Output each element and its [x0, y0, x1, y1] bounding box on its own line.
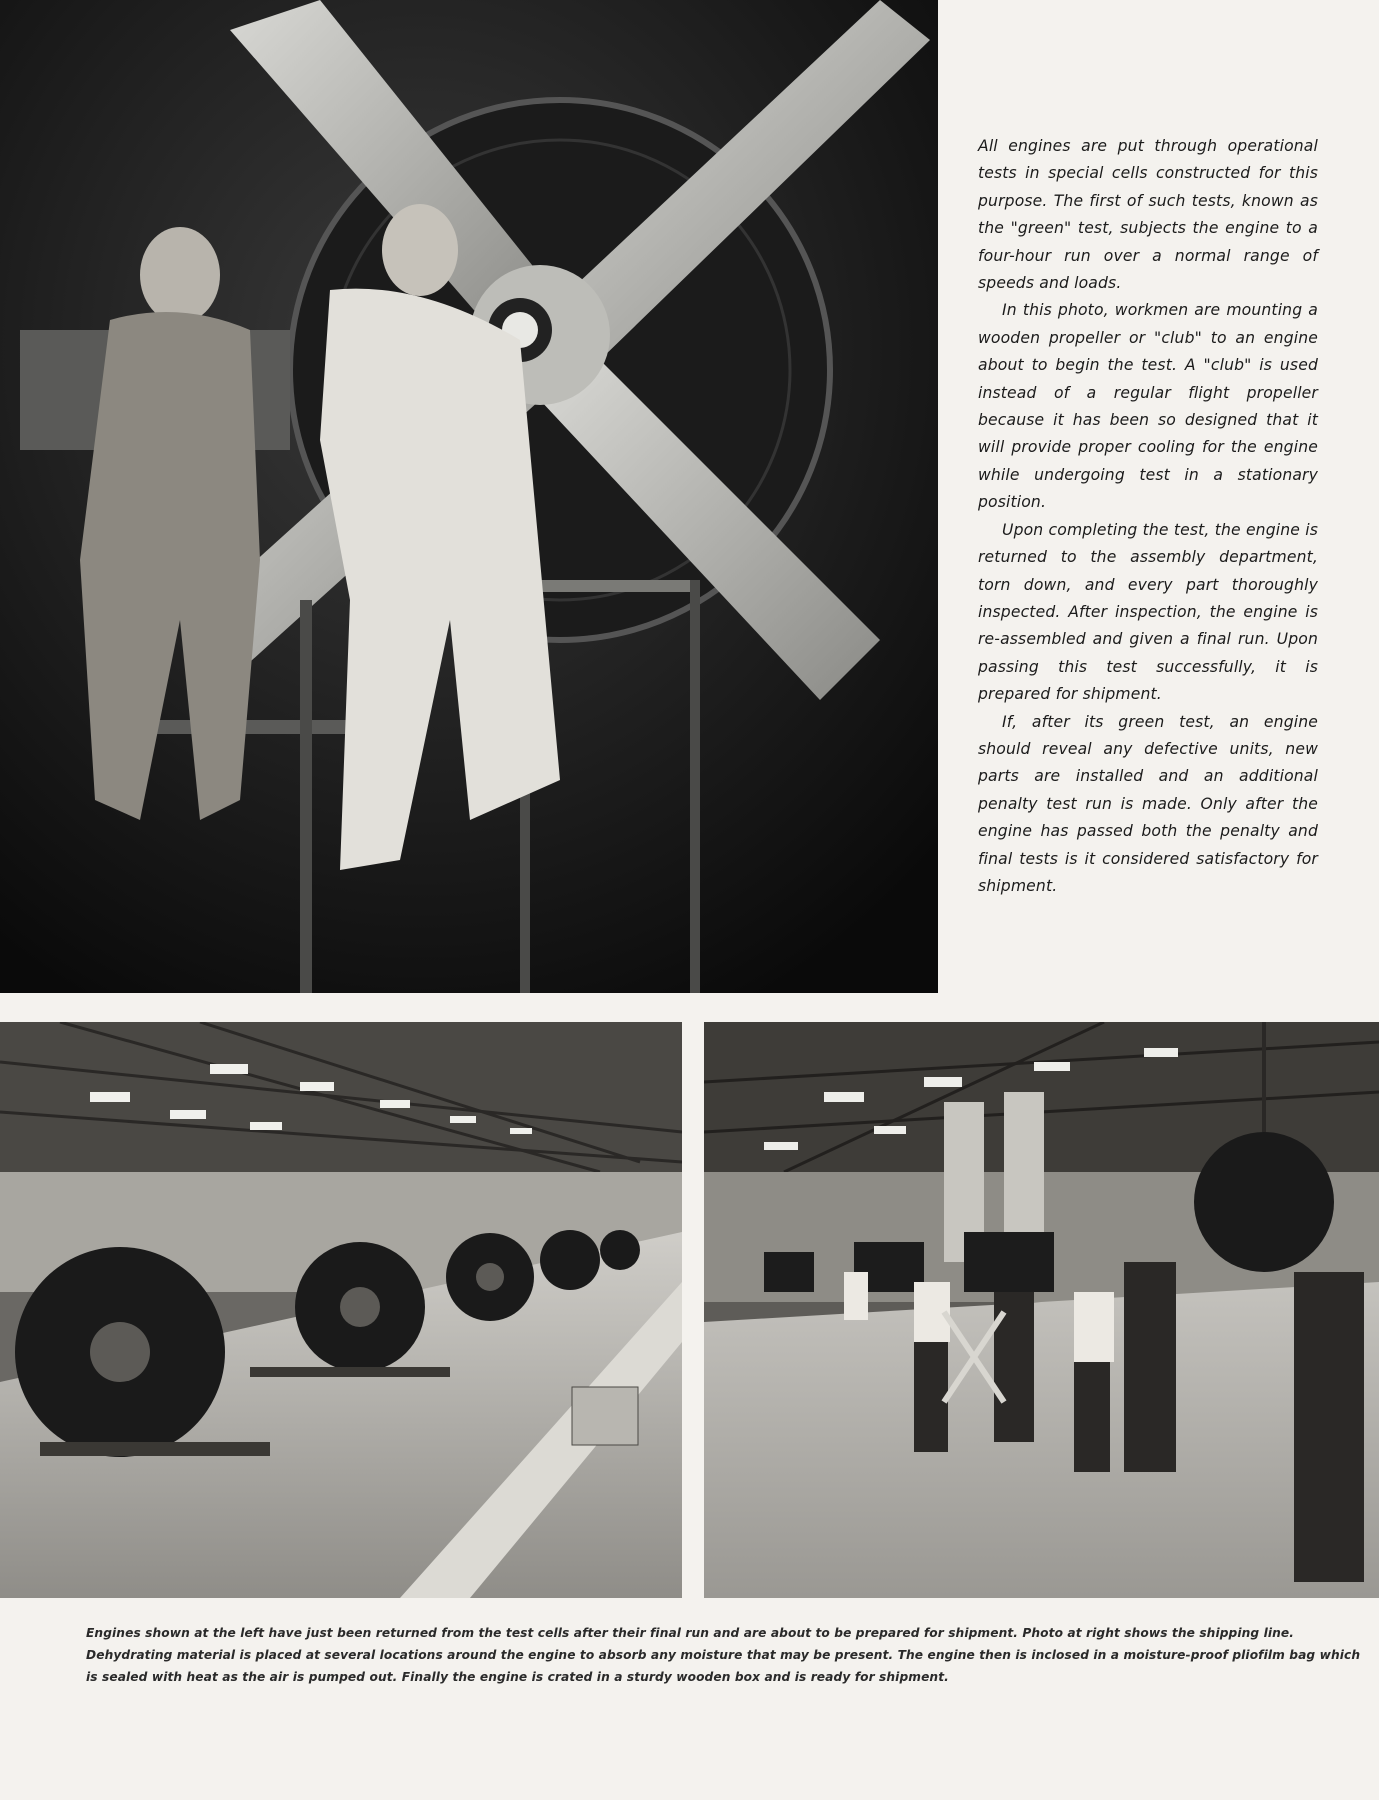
article-paragraph: Upon completing the test, the engine is returned to the assembly department, torn down, and every part thoroughly inspected. After inspection, the engine is re-assembled and given a final run. Upon passing this test successfully, it is prepared for shipment.	[978, 520, 1318, 704]
article-paragraph: All engines are put through operational tests in special cells constructed for this purpose. The first of such tests, known as the "green" test, subjects the engine to a four-hour run over a normal range of speeds and loads.	[978, 137, 1318, 293]
article-paragraph: If, after its green test, an engine should reveal any defective units, new parts are installed and an additional penalty test run is made. Only after the engine has passed both the penalty and final tests is it considered satisfactory for shipment.	[978, 712, 1318, 895]
article-paragraph: In this photo, workmen are mounting a wooden propeller or "club" to an engine about to begin the test. A "club" is used instead of a regular flight propeller because it has been so designed that it will provide proper cooling for the engine while undergoing test in a stationary position.	[978, 301, 1318, 512]
propeller-mounting-photo	[0, 0, 938, 993]
assembly-line-photo	[0, 1022, 682, 1598]
article-text	[978, 133, 1318, 900]
photo-caption: Engines shown at the left have just been returned from the test cells after their final run and are about to be prepared for shipment. Photo at right shows the shipping line. Dehydrating material is placed at several locations around the engine to absorb any moisture that may be present. The engine then is inclosed in a moisture-proof pliofilm bag which is sealed with heat as the air is pumped out. Finally the engine is crated in a sturdy wooden box and is ready for shipment.	[86, 1626, 1361, 1684]
shipping-line-photo	[704, 1022, 1379, 1598]
